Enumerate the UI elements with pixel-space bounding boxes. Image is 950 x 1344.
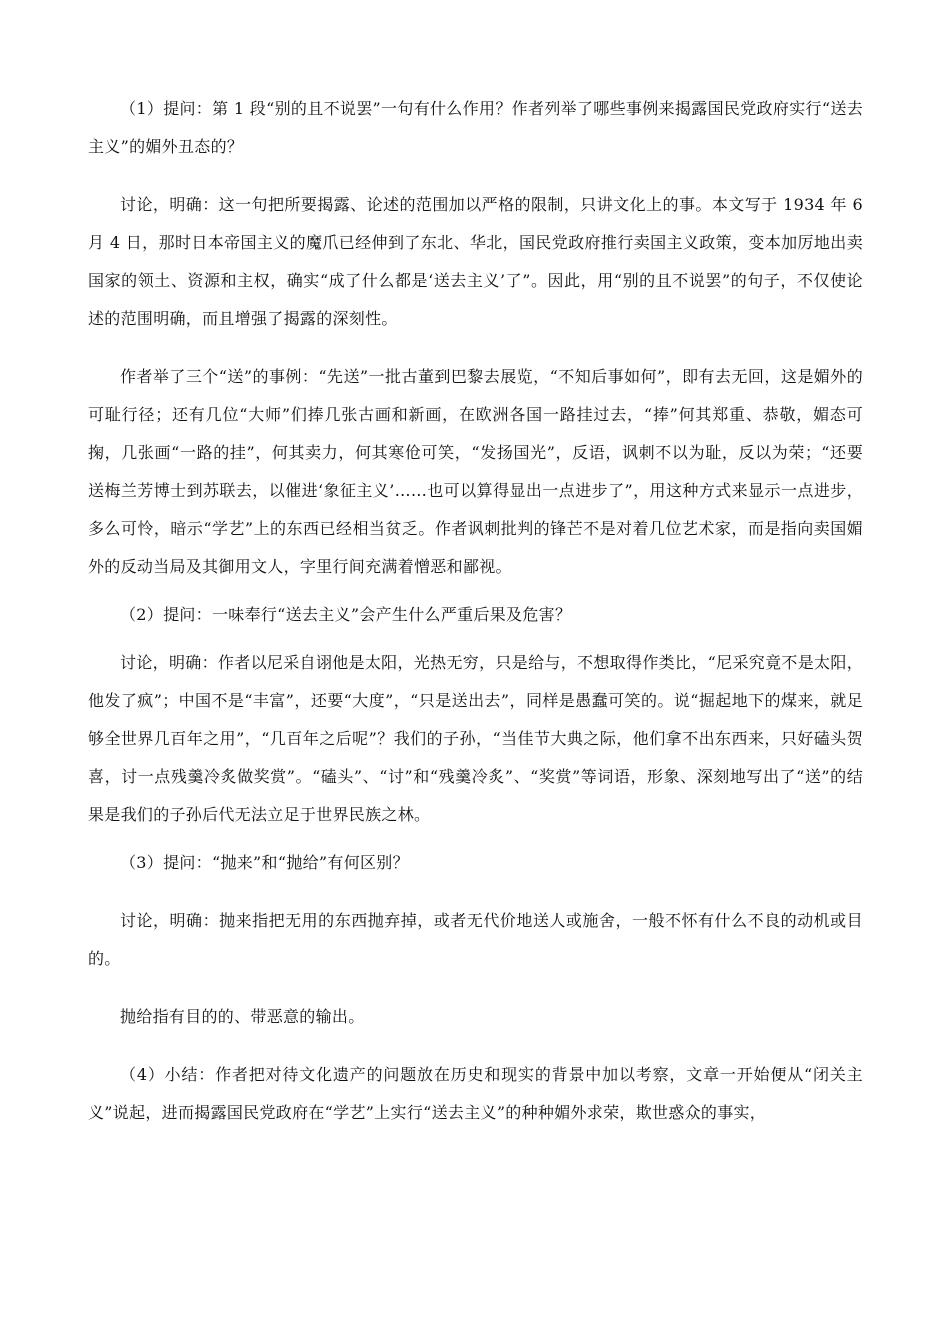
question-1-paragraph: （1）提问：第 1 段“别的且不说罢”一句有什么作用？作者列举了哪些事例来揭露国民党政府实行“送去主义”的媚外丑态的？ — [88, 99, 863, 156]
document-page — [88, 90, 863, 1132]
question-3-paragraph: （3）提问：“抛来”和“抛给”有何区别？ — [120, 853, 409, 872]
examples-paragraph: 作者举了三个“送”的事例：“先送”一批古董到巴黎去展览，“不知后事如何”，即有去无回，这是媚外的可耻行径；还有几位“大师”们捧几张古画和新画，在欧洲各国一路挂过去，“捧”何其郑重、恭敬，媚态可掬，几张画“一路的挂”，何其卖力，何其寒伧可笑，“发扬国光”，反语，讽刺不以为耻，反以为荣；“还要送梅兰芳博士到苏联去，以催进‘象征主义’……也可以算得显出一点进步了”，用这种方式来显示一点进步，多么可怜，暗示“学艺”上的东西已经相当贫乏。作者讽刺批判的锋芒不是对着几位艺术家，而是指向卖国媚外的反动当局及其御用文人，字里行间充满着憎恶和鄙视。 — [88, 367, 863, 576]
discussion-1-paragraph: 讨论，明确：这一句把所要揭露、论述的范围加以严格的限制，只讲文化上的事。本文写于 1934 年 6 月 4 日，那时日本帝国主义的魔爪已经伸到了东北、华北，国民党政府推行卖国主义政策，变本加厉地出卖国家的领土、资源和主权，确实“成了什么都是‘送去主义’了”。因此，用“别的且不说罢”的句子，不仅使论述的范围明确，而且增强了揭露的深刻性。 — [88, 195, 863, 328]
question-2-paragraph: （2）提问：一味奉行“送去主义”会产生什么严重后果及危害？ — [120, 605, 572, 624]
discussion-2-paragraph: 讨论，明确：作者以尼采自诩他是太阳，光热无穷，只是给与，不想取得作类比，“尼采究竟不是太阳，他发了疯”；中国不是“丰富”，还要“大度”，“只是送出去”，同样是愚蠢可笑的。说“掘起地下的煤来，就足够全世界几百年之用”，“几百年之后呢”？我们的子孙，“当佳节大典之际，他们拿不出东西来，只好磕头贺喜，讨一点残羹冷炙做奖赏”。“磕头”、“讨”和“残羹冷炙”、“奖赏”等词语，形象、深刻地写出了“送”的结果是我们的子孙后代无法立足于世界民族之林。 — [88, 653, 863, 824]
discussion-3-paragraph: 讨论，明确：抛来指把无用的东西抛弃掉，或者无代价地送人或施舍，一般不怀有什么不良的动机或目的。 — [88, 911, 863, 968]
summary-paragraph: （4）小结：作者把对待文化遗产的问题放在历史和现实的背景中加以考察，文章一开始便从“闭关主义”说起，进而揭露国民党政府在“学艺”上实行“送去主义”的种种媚外求荣，欺世惑众的事实， — [88, 1065, 863, 1122]
throw-to-paragraph: 抛给指有目的的、带恶意的输出。 — [120, 1007, 365, 1026]
